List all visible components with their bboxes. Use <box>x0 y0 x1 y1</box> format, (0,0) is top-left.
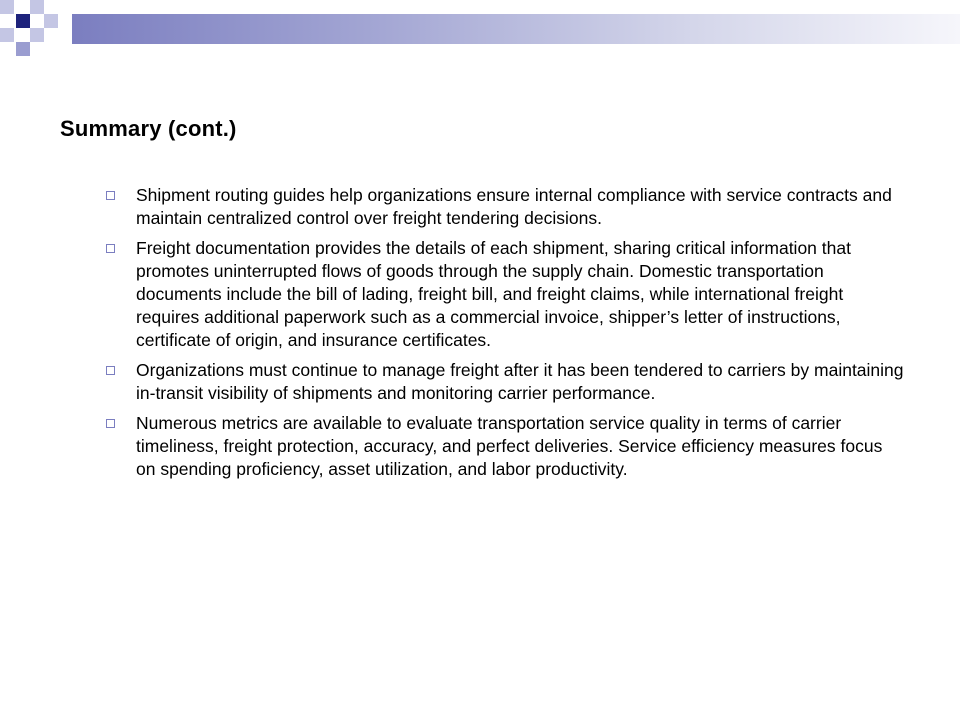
deco-square <box>16 42 30 56</box>
header-decoration <box>0 0 960 60</box>
square-bullet-icon <box>106 366 115 375</box>
bullet-text: Organizations must continue to manage freight after it has been tendered to carriers by maintaining in-transit visibility of shipments and monitoring carrier performance. <box>136 360 904 403</box>
deco-square <box>14 0 30 14</box>
deco-square <box>30 28 44 42</box>
deco-square <box>0 28 14 42</box>
bullet-item <box>104 237 904 352</box>
bullet-list <box>104 184 904 488</box>
bullet-item <box>104 184 904 230</box>
header-gradient-bar <box>72 14 960 44</box>
square-bullet-icon <box>106 419 115 428</box>
deco-square <box>44 14 58 28</box>
slide-title: Summary (cont.) <box>60 116 237 141</box>
bullet-text: Numerous metrics are available to evaluate transportation service quality in terms of carrier timeliness, freight protection, accuracy, and perfect deliveries. Service efficiency measures focus on spending proficiency, asset utilization, and labor productivity. <box>136 413 883 479</box>
square-bullet-icon <box>106 191 115 200</box>
square-bullet-icon <box>106 244 115 253</box>
deco-square <box>0 0 14 14</box>
bullet-text: Freight documentation provides the details of each shipment, sharing critical information that promotes uninterrupted flows of goods through the supply chain. Domestic transportation documents include the bill of lading, freight bill, and freight claims, while international freight requires additional paperwork such as a commercial invoice, shipper’s letter of instructions, certificate of origin, and insurance certificates. <box>136 238 851 350</box>
deco-square <box>16 14 30 28</box>
bullet-item <box>104 359 904 405</box>
bullet-text: Shipment routing guides help organizations ensure internal compliance with service contracts and maintain centralized control over freight tendering decisions. <box>136 185 892 228</box>
bullet-item <box>104 412 904 481</box>
deco-square <box>30 0 44 14</box>
